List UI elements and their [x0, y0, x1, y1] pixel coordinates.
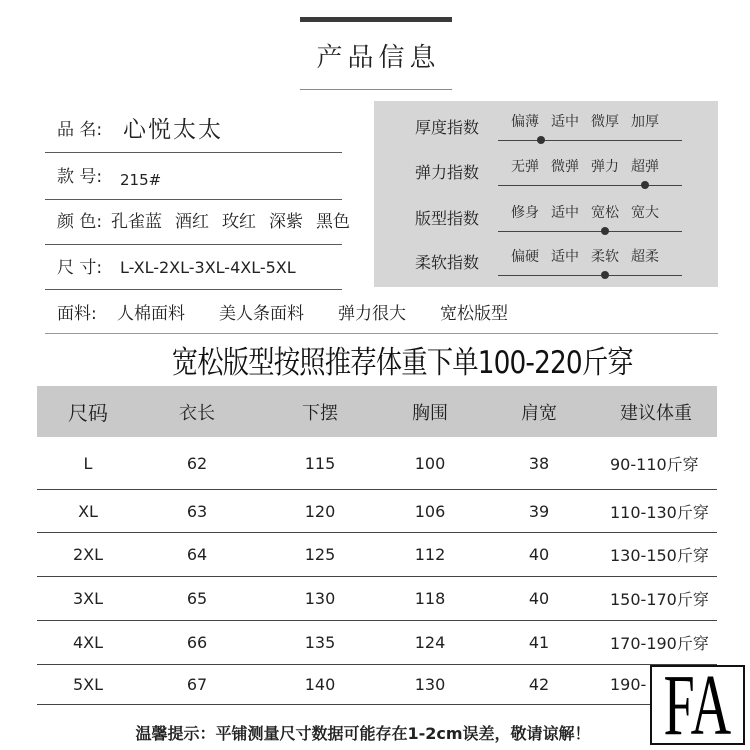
- shoulder-cell: 41: [528, 633, 550, 652]
- index-option: 适中: [551, 114, 579, 130]
- shoulder-cell: 38: [528, 453, 550, 473]
- bust-cell: 118: [414, 589, 446, 608]
- index-option: 偏硬: [511, 249, 539, 265]
- index-row-elasticity: [374, 157, 718, 189]
- index-option: 偏薄: [511, 114, 539, 130]
- index-label: 版型指数: [415, 209, 480, 228]
- length-cell: 64: [186, 545, 208, 564]
- index-option: 加厚: [631, 114, 659, 130]
- color-option: 深紫: [269, 212, 303, 232]
- color-option: 孔雀蓝: [111, 212, 162, 232]
- weight-cell: 150-170斤穿: [610, 590, 709, 609]
- index-option: 适中: [551, 205, 579, 221]
- index-label: 柔软指数: [415, 253, 480, 272]
- info-row-product-name: [57, 118, 357, 142]
- size-cell: 4XL: [72, 633, 104, 652]
- index-option: 超弹: [631, 159, 659, 175]
- index-level-dot: [537, 136, 545, 144]
- bust-cell: 124: [414, 633, 446, 652]
- hem-cell: 135: [304, 633, 336, 652]
- index-scale-line: [498, 275, 682, 276]
- header-weight: 建议体重: [620, 402, 692, 424]
- index-label: 厚度指数: [415, 118, 480, 137]
- hem-cell: 140: [304, 675, 336, 694]
- index-option: 修身: [511, 205, 539, 221]
- weight-cell: 130-150斤穿: [610, 546, 709, 565]
- size-cell: 5XL: [72, 675, 104, 694]
- style-number-label: 款 号:: [57, 167, 103, 187]
- shoulder-cell: 40: [528, 589, 550, 608]
- title-top-bar: [300, 17, 452, 22]
- index-level-dot: [601, 271, 609, 279]
- page-title: 产品信息: [316, 43, 441, 73]
- info-row-sizes: [57, 256, 357, 280]
- index-scale-line: [498, 231, 682, 232]
- header-bust: 胸围: [412, 402, 448, 424]
- header-length: 衣长: [179, 402, 215, 424]
- fabric-item: 宽松版型: [440, 304, 508, 324]
- index-options: [505, 157, 665, 177]
- index-option: 宽松: [591, 205, 619, 221]
- info-row-fabric: [57, 302, 657, 326]
- length-cell: 65: [186, 589, 208, 608]
- watermark-box: [650, 665, 745, 745]
- index-options: [505, 112, 665, 132]
- fabric-divider: [45, 333, 718, 334]
- product-name-label: 品 名:: [57, 120, 103, 140]
- index-scale-line: [498, 185, 682, 186]
- fabric-label: 面料:: [57, 304, 97, 324]
- bust-cell: 112: [414, 545, 446, 564]
- shoulder-cell: 42: [528, 675, 550, 694]
- table-header: [37, 386, 717, 437]
- index-row-softness: [374, 247, 718, 279]
- index-option: 柔软: [591, 249, 619, 265]
- weight-cell: 90-110斤穿: [610, 454, 699, 474]
- hem-cell: 115: [304, 453, 336, 473]
- index-row-thickness: [374, 112, 718, 144]
- size-headline: [54, 346, 750, 385]
- table-row: [37, 437, 717, 490]
- size-headline-text: 宽松版型按照推荐体重下单100-220斤穿: [171, 345, 633, 381]
- header-shoulder: 肩宽: [521, 402, 557, 424]
- size-cell: L: [83, 453, 93, 473]
- index-option: 适中: [551, 249, 579, 265]
- weight-cell: 110-130斤穿: [610, 502, 709, 522]
- index-option: 微弹: [551, 159, 579, 175]
- length-cell: 62: [186, 453, 208, 473]
- table-row: [37, 490, 717, 533]
- hem-cell: 130: [304, 589, 336, 608]
- length-cell: 67: [186, 675, 208, 694]
- size-cell: 2XL: [72, 545, 104, 564]
- index-option: 超柔: [631, 249, 659, 265]
- size-cell: XL: [78, 501, 98, 521]
- sizes-label: 尺 寸:: [57, 258, 103, 278]
- index-panel: [374, 101, 718, 287]
- index-option: 宽大: [631, 205, 659, 221]
- title-underline: [300, 89, 452, 90]
- shoulder-cell: 40: [528, 545, 550, 564]
- fabric-item: 美人条面料: [219, 304, 304, 324]
- index-option: 微厚: [591, 114, 619, 130]
- product-name-value: 心悦太太: [123, 117, 223, 143]
- hem-cell: 120: [304, 501, 336, 521]
- colors-label: 颜 色:: [57, 212, 103, 232]
- info-row-colors: [57, 210, 357, 234]
- info-divider: [45, 244, 342, 245]
- header-hem: 下摆: [302, 402, 338, 424]
- color-option: 玫红: [222, 212, 256, 232]
- bust-cell: 100: [414, 453, 446, 473]
- style-number-value: 215#: [120, 171, 162, 189]
- table-row: [37, 577, 717, 621]
- color-option: 黑色: [316, 212, 350, 232]
- sizes-value: L-XL-2XL-3XL-4XL-5XL: [120, 258, 296, 277]
- index-options: [505, 247, 665, 267]
- table-row: [37, 533, 717, 577]
- index-level-dot: [601, 227, 609, 235]
- size-cell: 3XL: [72, 589, 104, 608]
- info-row-style-number: [57, 165, 357, 189]
- fabric-item: 人棉面料: [117, 304, 185, 324]
- color-list: [111, 210, 350, 234]
- info-divider: [45, 199, 342, 200]
- table-row: [37, 621, 717, 665]
- fabric-item: 弹力很大: [338, 304, 406, 324]
- info-divider: [45, 289, 342, 290]
- index-label: 弹力指数: [415, 163, 480, 182]
- bust-cell: 106: [414, 501, 446, 521]
- hem-cell: 125: [304, 545, 336, 564]
- header-size: 尺码: [68, 401, 108, 425]
- color-option: 酒红: [175, 212, 209, 232]
- index-row-fit: [374, 203, 718, 235]
- weight-cell: 170-190斤穿: [610, 634, 709, 653]
- length-cell: 66: [186, 633, 208, 652]
- length-cell: 63: [186, 501, 208, 521]
- index-option: 弹力: [591, 159, 619, 175]
- index-level-dot: [641, 181, 649, 189]
- shoulder-cell: 39: [528, 501, 550, 521]
- bust-cell: 130: [414, 675, 446, 694]
- index-scale-line: [498, 140, 682, 141]
- table-row: [37, 665, 717, 705]
- index-option: 无弹: [511, 159, 539, 175]
- info-divider: [45, 152, 342, 153]
- weight-cell: 190-: [610, 675, 647, 694]
- size-table: [37, 386, 717, 706]
- fabric-list: [117, 302, 508, 326]
- index-options: [505, 203, 665, 223]
- measurement-note: 温馨提示：平铺测量尺寸数据可能存在1-2cm误差，敬请谅解！: [135, 724, 591, 743]
- watermark-text: FA: [663, 665, 732, 745]
